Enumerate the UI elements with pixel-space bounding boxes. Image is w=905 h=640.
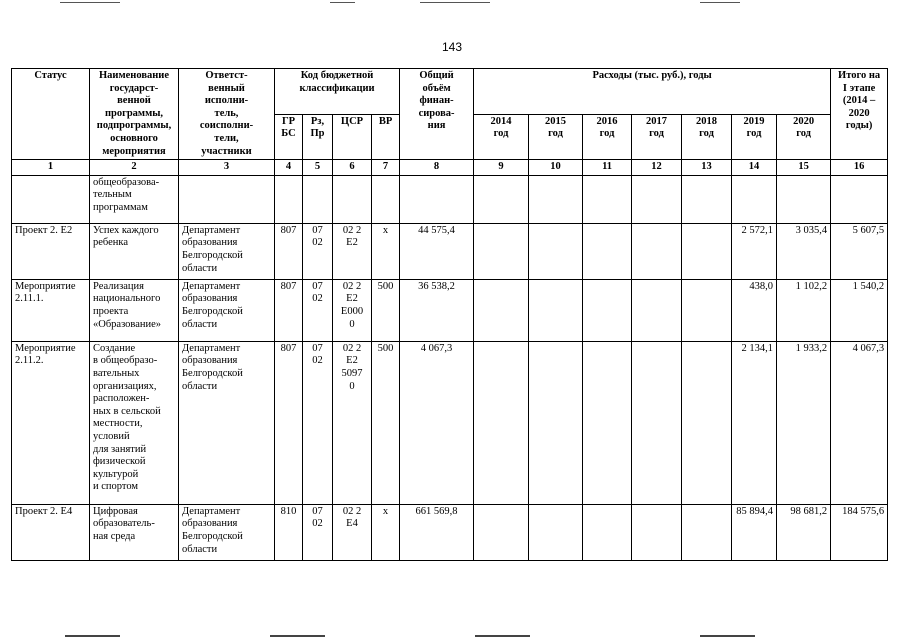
header-year-2018: 2018 год <box>682 114 732 160</box>
header-year-2016: 2016 год <box>583 114 632 160</box>
column-number: 10 <box>529 160 583 176</box>
cell-name-text: общеобразова- тельным программам <box>93 176 160 213</box>
cell-2019-text: 85 894,4 <box>736 505 774 517</box>
scan-edge-mark <box>330 2 355 3</box>
cell-name <box>90 223 179 279</box>
cell-total <box>400 504 474 560</box>
table-row <box>12 223 888 279</box>
header-name: Наименование государст- венной программы, подпрограммы, основного мероприятия <box>90 69 179 160</box>
cell-executor-text: Департамент образования Белгородской области <box>182 505 243 555</box>
cell-grbs <box>275 279 303 341</box>
cell-2016 <box>583 341 632 504</box>
cell-status-text: Мероприятие 2.11.1. <box>15 280 76 305</box>
column-number: 6 <box>333 160 372 176</box>
cell-total-text: 661 569,8 <box>415 505 458 517</box>
column-number: 12 <box>632 160 682 176</box>
cell-2016 <box>583 504 632 560</box>
cell-2018 <box>682 223 732 279</box>
column-number: 3 <box>179 160 275 176</box>
cell-grbs-text: 807 <box>280 342 297 354</box>
cell-executor <box>179 279 275 341</box>
header-executor: Ответст- венный исполни- тель, соисполни- тели, участники <box>179 69 275 160</box>
scan-edge-mark <box>270 635 325 637</box>
cell-name-text: Создание в общеобразо- вательных организациях, расположен- ных в сельской местности, условий для занятий физической культурой и спортом <box>93 342 161 493</box>
cell-executor <box>179 504 275 560</box>
column-number: 11 <box>583 160 632 176</box>
column-number: 1 <box>12 160 90 176</box>
cell-stage-total <box>831 504 888 560</box>
cell-2014 <box>474 175 529 223</box>
cell-stage-total <box>831 341 888 504</box>
cell-rzpr-text: 07 02 <box>312 505 323 530</box>
cell-total-text: 44 575,4 <box>418 224 455 236</box>
table-header-row <box>12 69 888 115</box>
cell-2018 <box>682 504 732 560</box>
cell-rzpr-text: 07 02 <box>312 224 323 249</box>
scan-edge-mark <box>65 635 120 637</box>
cell-rzpr <box>303 175 333 223</box>
cell-2015 <box>529 504 583 560</box>
cell-2015 <box>529 341 583 504</box>
header-year-2015: 2015 год <box>529 114 583 160</box>
cell-vr-text: 500 <box>377 342 394 354</box>
cell-2020-text: 98 681,2 <box>790 505 828 517</box>
column-number-row <box>12 160 888 176</box>
cell-name <box>90 279 179 341</box>
table-row <box>12 341 888 504</box>
header-csr: ЦСР <box>333 114 372 160</box>
cell-vr-text: х <box>382 224 389 236</box>
cell-2019-text: 2 134,1 <box>741 342 774 354</box>
cell-2017 <box>632 175 682 223</box>
cell-2020 <box>777 504 831 560</box>
cell-2020 <box>777 223 831 279</box>
cell-2019 <box>732 341 777 504</box>
cell-2020-text: 1 933,2 <box>795 342 828 354</box>
header-expenses: Расходы (тыс. руб.), годы <box>474 69 831 115</box>
table-body <box>12 175 888 560</box>
cell-csr <box>333 223 372 279</box>
cell-2016 <box>583 279 632 341</box>
cell-rzpr <box>303 279 333 341</box>
cell-name <box>90 341 179 504</box>
cell-2020 <box>777 175 831 223</box>
cell-2016 <box>583 175 632 223</box>
column-number: 9 <box>474 160 529 176</box>
cell-2019-text: 438,0 <box>749 280 774 292</box>
cell-rzpr <box>303 341 333 504</box>
header-total-volume: Общий объём финан- сирова- ния <box>400 69 474 160</box>
cell-grbs-text: 810 <box>280 505 297 517</box>
cell-vr <box>372 504 400 560</box>
cell-stage-total <box>831 175 888 223</box>
cell-vr-text: 500 <box>377 280 394 292</box>
cell-stage-total-text: 1 540,2 <box>852 280 885 292</box>
cell-status <box>12 504 90 560</box>
cell-rzpr <box>303 504 333 560</box>
cell-status <box>12 175 90 223</box>
cell-rzpr-text: 07 02 <box>312 342 323 367</box>
cell-vr <box>372 279 400 341</box>
budget-table <box>11 68 888 561</box>
header-year-2014: 2014 год <box>474 114 529 160</box>
cell-grbs-text: 807 <box>280 224 297 236</box>
cell-2018 <box>682 279 732 341</box>
cell-name-text: Цифровая образователь- ная среда <box>93 505 155 542</box>
cell-2019-text: 2 572,1 <box>741 224 774 236</box>
cell-vr <box>372 175 400 223</box>
cell-2019 <box>732 279 777 341</box>
cell-total <box>400 279 474 341</box>
page-number: 143 <box>441 40 463 54</box>
cell-status-text: Мероприятие 2.11.2. <box>15 342 76 367</box>
cell-stage-total <box>831 279 888 341</box>
header-vr: ВР <box>372 114 400 160</box>
header-grbs: ГР БС <box>275 114 303 160</box>
cell-2015 <box>529 223 583 279</box>
column-number: 14 <box>732 160 777 176</box>
cell-2017 <box>632 279 682 341</box>
cell-2020 <box>777 279 831 341</box>
cell-2014 <box>474 341 529 504</box>
scan-edge-mark <box>700 635 755 637</box>
cell-csr <box>333 504 372 560</box>
cell-stage-total-text: 5 607,5 <box>852 224 885 236</box>
cell-grbs <box>275 223 303 279</box>
header-status: Статус <box>12 69 90 160</box>
cell-grbs <box>275 504 303 560</box>
cell-csr-text: 02 2 Е4 <box>342 505 362 530</box>
cell-executor <box>179 223 275 279</box>
scan-edge-mark <box>700 2 740 3</box>
cell-2015 <box>529 279 583 341</box>
column-number: 15 <box>777 160 831 176</box>
cell-2019 <box>732 175 777 223</box>
cell-name <box>90 504 179 560</box>
table-row <box>12 175 888 223</box>
table-row <box>12 279 888 341</box>
cell-csr <box>333 175 372 223</box>
cell-2014 <box>474 279 529 341</box>
column-number: 13 <box>682 160 732 176</box>
cell-2019 <box>732 223 777 279</box>
header-stage-total: Итого на I этапе (2014 – 2020 годы) <box>831 69 888 160</box>
cell-rzpr <box>303 223 333 279</box>
cell-total <box>400 175 474 223</box>
cell-executor <box>179 341 275 504</box>
cell-csr-text: 02 2 Е2 Е000 0 <box>340 280 364 330</box>
cell-status-text: Проект 2. Е4 <box>15 505 73 517</box>
cell-csr-text: 02 2 Е2 <box>342 224 362 249</box>
cell-vr <box>372 341 400 504</box>
cell-2016 <box>583 223 632 279</box>
cell-grbs <box>275 175 303 223</box>
cell-2015 <box>529 175 583 223</box>
column-number: 2 <box>90 160 179 176</box>
cell-name-text: Успех каждого ребенка <box>93 224 159 249</box>
cell-stage-total <box>831 223 888 279</box>
column-number: 5 <box>303 160 333 176</box>
cell-name <box>90 175 179 223</box>
cell-executor-text: Департамент образования Белгородской области <box>182 342 243 392</box>
cell-csr <box>333 279 372 341</box>
cell-executor <box>179 175 275 223</box>
cell-2020-text: 3 035,4 <box>795 224 828 236</box>
column-number: 4 <box>275 160 303 176</box>
cell-csr-text: 02 2 Е2 5097 0 <box>341 342 363 392</box>
cell-2014 <box>474 223 529 279</box>
cell-name-text: Реализация национального проекта «Образование» <box>93 280 162 330</box>
cell-2017 <box>632 504 682 560</box>
cell-2018 <box>682 341 732 504</box>
cell-vr-text: х <box>382 505 389 517</box>
header-year-2019: 2019 год <box>732 114 777 160</box>
cell-rzpr-text: 07 02 <box>312 280 323 305</box>
cell-status <box>12 341 90 504</box>
cell-2017 <box>632 223 682 279</box>
scan-edge-mark <box>475 635 530 637</box>
cell-total <box>400 223 474 279</box>
cell-total <box>400 341 474 504</box>
header-rzpr: Рз, Пр <box>303 114 333 160</box>
cell-2020 <box>777 341 831 504</box>
cell-csr <box>333 341 372 504</box>
column-number: 8 <box>400 160 474 176</box>
cell-grbs-text: 807 <box>280 280 297 292</box>
cell-2017 <box>632 341 682 504</box>
cell-2020-text: 1 102,2 <box>795 280 828 292</box>
cell-status-text: Проект 2. Е2 <box>15 224 73 236</box>
cell-2019 <box>732 504 777 560</box>
cell-2018 <box>682 175 732 223</box>
cell-grbs <box>275 341 303 504</box>
scan-edge-mark <box>60 2 120 3</box>
header-year-2017: 2017 год <box>632 114 682 160</box>
cell-total-text: 36 538,2 <box>418 280 455 292</box>
table-row <box>12 504 888 560</box>
header-year-2020: 2020 год <box>777 114 831 160</box>
header-budget-code: Код бюджетной классификации <box>275 69 400 115</box>
column-number: 7 <box>372 160 400 176</box>
cell-stage-total-text: 4 067,3 <box>852 342 885 354</box>
cell-executor-text: Департамент образования Белгородской области <box>182 224 243 274</box>
cell-status <box>12 279 90 341</box>
cell-stage-total-text: 184 575,6 <box>842 505 885 517</box>
cell-2014 <box>474 504 529 560</box>
cell-total-text: 4 067,3 <box>420 342 453 354</box>
column-number: 16 <box>831 160 888 176</box>
scan-edge-mark <box>420 2 490 3</box>
cell-status <box>12 223 90 279</box>
cell-executor-text: Департамент образования Белгородской области <box>182 280 243 330</box>
cell-vr <box>372 223 400 279</box>
